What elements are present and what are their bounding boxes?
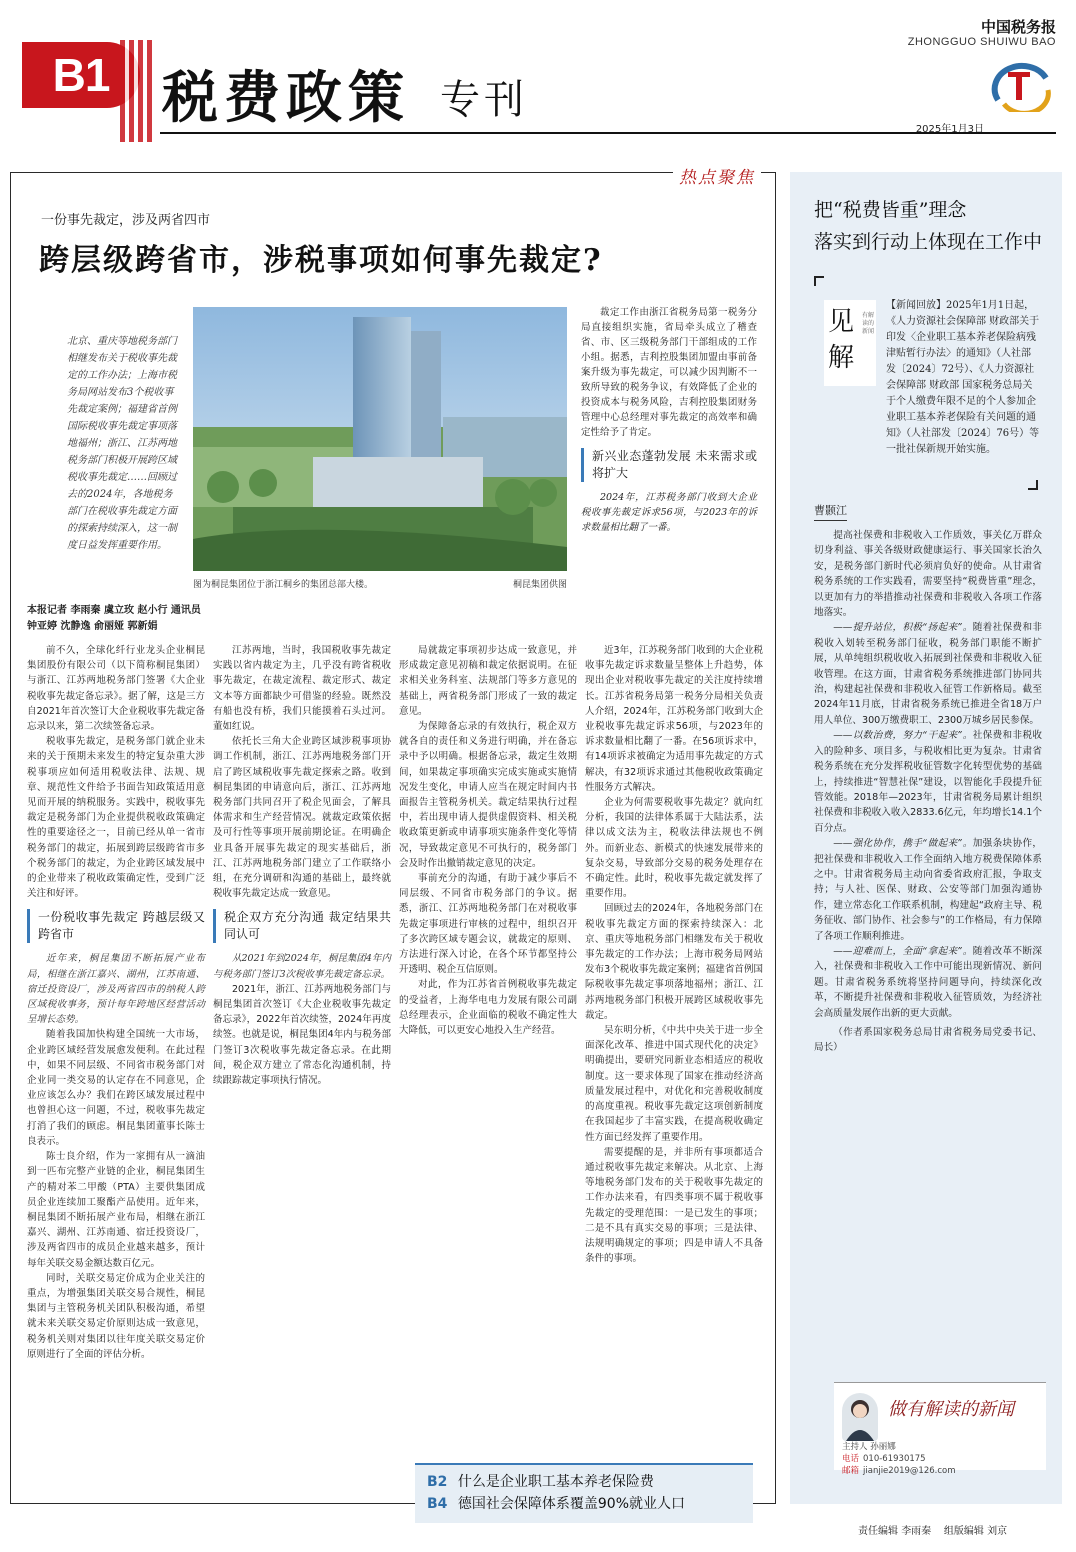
paragraph: 对此，作为江苏省首例税收事先裁定的受益者，上海华电电力发展有限公司副总经理表示，企业面临的税收不确定性大大降低，可以更安心地投入生产经营。 <box>399 979 577 1037</box>
badge-stripe-decoration <box>120 40 152 142</box>
subhead-summary: 从2021年到2024年，桐昆集团4年内与税务部门签订3次税收事先裁定备忘录。 <box>213 953 391 980</box>
photo-caption-row <box>193 577 567 590</box>
host-slogan: 做有解读的新闻 <box>888 1399 1014 1420</box>
layout-editor-label: 组版编辑 <box>943 1526 984 1537</box>
issue-date: 2025年1月3日 <box>915 124 984 135</box>
newspaper-logo-icon <box>990 60 1054 112</box>
paragraph-body: 随着社保费和非税收入划转至税务部门征收，税务部门职能不断扩展，从单纯组织税收收入拓展到社保费和非税收入征收管理。在这方面，甘肃省税务系统推进部门协同共治，构建起社保费和非税收入征管工作新格局。截至2024年11月底，甘肃省税务系统已推进全省18万户用人单位、300万缴费职工、2300万城乡居民参保。 <box>814 622 1042 726</box>
article-headline: 跨层级跨省市，涉税事项如何事先裁定? <box>39 243 603 278</box>
paragraph: 吴东明分析，《中共中央关于进一步全面深化改革、推进中国式现代化的决定》明确提出，要研究同新业态相适应的税收制度。这一要求体现了国家在推动经济高质量发展过程中，对优化和完善税收制度的高度重视。税收事先裁定这项创新制度在我国起步了丰富实践，在提高税收确定性方面已经发挥了重要作用。 <box>585 1025 763 1143</box>
column-tag: 热点聚焦 <box>673 163 761 188</box>
paragraph-body: 社保费和非税收入的险种多、项目多，与税收相比更为复杂。甘肃省税务系统在充分发挥税收征管数字化转型优势的基础上，持续推进“智慧社保”建设，以智能化手段提升征管效能。2018年—2023年，甘肃省税务局累计组织社保费和非税收入收入2833.6亿元，年均增长14.1个百分点。 <box>814 730 1042 834</box>
paragraph-lead: ——以数治费，努力“干起来”。 <box>833 730 973 742</box>
masthead <box>0 0 1076 160</box>
article-lead: 北京、重庆等地税务部门相继发布关于税收事先裁定的工作办法；上海市税务局网站发布3个税收事先裁定案例；福建省首例国际税收事先裁定事项落地福州；浙江、江苏两地税务部门积极开展跨区域税收事先裁定……回顾过去的2024年，各地税务部门在税收事先裁定方面的探索持续深入，这一制度日益发挥重要作用。 <box>67 336 177 551</box>
building-photo-illustration <box>193 307 567 571</box>
editor-name: 李雨秦 <box>901 1526 932 1537</box>
body-column-1 <box>27 643 205 1362</box>
paragraph-lead: ——强化协作，携手“做起来”。 <box>833 838 973 850</box>
paragraph: 税收事先裁定，是税务部门就企业未来的关于预期未来发生的特定复杂重大涉税事项应如何适用税收法律、法规、规章、规范性文件给予书面告知政策适用意见而开展的纳税服务。实践中，税收事先裁定是税务部门为企业提供税收政策确定性的重要途径之一，目前已经从单一省市税务部门的裁定，拓展到跨层级跨省市多个税务部门的裁定，为企业跨区域发展中的企业带来了税收政策确定性，受到广泛关注和好评。 <box>27 736 205 900</box>
paragraph <box>814 728 1042 836</box>
paragraph: 回顾过去的2024年，各地税务部门在税收事先裁定方面的探索持续深入：北京、重庆等地税务部门相继发布关于税收事先裁定的工作办法；上海市税务局网站发布3个税收事先裁定案例；福建省首例国际税收事先裁定事项落地福州；浙江、江苏两地税务部门积极开展跨区域税收事先裁定。 <box>585 903 763 1021</box>
subhead-cross-region: 一份税收事先裁定 跨越层级又跨省市 <box>27 909 205 943</box>
body-column-3 <box>399 643 577 1038</box>
paragraph <box>814 836 1042 944</box>
paragraph: 需要提醒的是，并非所有事项都适合通过税收事先裁定来解决。从北京、上海等地税务部门发布的关于税收事先裁定的工作办法来看，有四类事项不属于税收事先裁定的受理范围：一是已发生的事项；二是不具有真实交易的事项；三是法律、法规明确规定的事项；四是申请人不具备条件的事项。 <box>585 1146 763 1265</box>
teaser-page-code: B4 <box>427 1496 448 1512</box>
paragraph-lead: ——提升站位，积极“扬起来”。 <box>833 622 973 634</box>
host-contact <box>842 1441 956 1477</box>
host-label: 主持人 <box>842 1442 868 1452</box>
teaser-title: 德国社会保障体系覆盖90%就业人口 <box>457 1496 685 1512</box>
paragraph: 2021年，浙江、江苏两地税务部门与桐昆集团首次签订《大企业税收事先裁定备忘录》，2022年首次续签，2024年再度续签。也就是说，桐昆集团4年内与税务部门签订3次税收事先裁定备忘录。在此期间，税企双方建立了常态化沟通机制，持续跟踪裁定事项执行情况。 <box>213 983 391 1087</box>
paragraph: 提高社保费和非税收入工作质效，事关亿万群众切身利益、事关各级财政健康运行、事关国家长治久安，是税务部门新时代必须肩负好的使命。从甘肃省税务系统的工作实践看，需要坚持“税费皆重”理念，以更加有力的举措推动社保费和非税收入各项工作落地落实。 <box>814 530 1042 619</box>
host-email[interactable]: jianjie2019@126.com <box>863 1466 956 1476</box>
paragraph <box>814 620 1042 728</box>
host-phone: 010-61930175 <box>863 1454 926 1464</box>
side-body <box>814 528 1042 1056</box>
opinion-side-column <box>790 172 1062 1504</box>
host-name: 孙丽娜 <box>870 1442 896 1452</box>
paragraph: 局就裁定事项初步达成一致意见，并形成裁定意见初稿和裁定依据说明。在征求相关业务科室、法规部门等多方意见的基础上，两省税务部门形成了一致的裁定意见。 <box>399 645 577 717</box>
corner-bracket-right <box>1028 480 1038 490</box>
paragraph <box>814 944 1042 1021</box>
subhead-summary: 2024年，江苏税务部门收到大企业税收事先裁定诉求56项，与2023年的诉求数量相比翻了一番。 <box>581 492 757 533</box>
side-headline-line2: 落实到行动上体现在工作中 <box>814 231 1043 253</box>
jianjie-logo-text: 见解 <box>828 307 855 373</box>
subhead-communication: 税企双方充分沟通 裁定结果共同认可 <box>213 909 391 943</box>
paragraph: 事前充分的沟通，有助于减少事后不同层级、不同省市税务部门的争议。据悉，浙江、江苏两地税务部门在对税收事先裁定事项进行审核的过程中，组织召开了多次跨区域专题会议，就裁定的原则、方法进行深入讨论，在各个环节都坚持公开透明、税企互信原则。 <box>399 873 577 976</box>
jianjie-logo-tagline: 有解读的新闻 <box>862 312 875 335</box>
host-avatar <box>842 1393 878 1441</box>
side-headline-line1: 把“税费皆重”理念 <box>814 199 967 221</box>
subhead-emerging-business: 新兴业态蓬勃发展 未来需求或将扩大 <box>581 448 757 482</box>
person-icon <box>842 1393 878 1441</box>
page-code-badge: B1 <box>22 42 140 108</box>
phone-label: 电话 <box>842 1454 860 1464</box>
editor-label: 责任编辑 <box>858 1526 898 1537</box>
paragraph: 近3年，江苏税务部门收到的大企业税收事先裁定诉求数量呈整体上升趋势，体现出企业对税收事先裁定的关注度持续增长。江苏省税务局第一税务分局相关负责人介绍，2024年，江苏税务部门收到大企业税收事先裁定诉求56项，与2023年的诉求数量相比翻了一番。在56项诉求中，有14项诉求被确定为适用事先裁定的方式解决，有32项诉求通过其他税收政策确定性服务方式解决。 <box>585 645 763 793</box>
paper-name-cn: 中国税务报 <box>980 18 1056 36</box>
side-headline <box>814 194 1042 258</box>
teaser-title: 什么是企业职工基本养老保险费 <box>457 1474 654 1490</box>
paragraph: 裁定工作由浙江省税务局第一税务分局直接组织实施，省局牵头成立了稽查省、市、区三级税务部门干部组成的工作小组。据悉，吉利控股集团加盟由事前备案升级为事先裁定，可以减少因判断不一致所导致的税务争议，有效降低了企业的投资成本与税务风险，吉利控股集团财务管理中心总经理对事先裁定的高效率和确定性给予了肯定。 <box>581 307 757 438</box>
paragraph: 依托长三角大企业跨区域涉税事项协调工作机制，浙江、江苏两地税务部门开启了跨区域税收事先裁定探索之路。收到桐昆集团的申请意向后，浙江、江苏两地税务部门共同召开了税企见面会，了解具体需求和生产经营情况。就裁定政策依据及可行性等事项开展前期论证。在明确企业具备开展事先裁定的现实基础后，浙江、江苏两地税务部门建立了工作联络小组，在充分调研和沟通的基础上，最终就税收事先裁定达成一致意见。 <box>213 736 391 900</box>
body-column-4 <box>585 643 763 1266</box>
body-column-2 <box>213 643 391 1088</box>
section-title: 税费政策 <box>162 65 410 131</box>
paragraph: 企业为何需要税收事先裁定？就向红分析，我国的法律体系属于大陆法系，法律以成文法为主，税收法律法规也不例外。而新业态、新模式的快速发展带来的复杂交易，导致部分交易的税务处理存在不确定性。此时，税收事先裁定就发挥了重要作用。 <box>585 797 763 900</box>
masthead-rule <box>160 132 1056 134</box>
teaser-item-b4[interactable] <box>427 1493 741 1515</box>
paragraph: 前不久，全球化纤行业龙头企业桐昆集团股份有限公司（以下简称桐昆集团）与浙江、江苏两地税务部门签署《大企业税收事先裁定备忘录》。据了解，这是三方自2021年首次签订大企业税收事先裁定备忘录以来，第二次续签备忘录。 <box>27 645 205 733</box>
teaser-item-b2[interactable] <box>427 1471 741 1493</box>
subhead-summary: 近年来，桐昆集团不断拓展产业布局，相继在浙江嘉兴、湖州，江苏南通、宿迁投资设厂，涉及两省四市的纳税人跨区域税收事务，预计每年跨地区经营活动呈增长态势。 <box>27 953 205 1026</box>
paragraph-lead: ——迎难而上，全面“拿起来”。 <box>833 945 973 957</box>
photo-credit: 桐昆集团供图 <box>512 580 567 590</box>
news-recap: 【新闻回放】2025年1月1日起，《人力资源社会保障部 财政部关于印发〈企业职工基本养老保险病残津贴暂行办法〉的通知》（人社部发〔2024〕72号）、《人力资源社会保障部 财政部 国家税务总局关于个人缴费年限不足的个人参加企业职工基本养老保险有关问题的通知》（人社部发〔2024〕76号）等一批社保新规开始实施。 <box>886 300 1040 455</box>
layout-editor-name: 刘京 <box>987 1526 1008 1537</box>
paper-name-en: ZHONGGUO SHUIWU BAO <box>907 36 1056 48</box>
article-top-right-column <box>581 305 757 535</box>
host-card <box>834 1382 1046 1476</box>
corner-bracket-left <box>814 276 824 286</box>
paragraph: 随着我国加快构建全国统一大市场，企业跨区域经营发展愈发便利。在此过程中，如果不同层级、不同省市税务部门对企业同一类交易的认定存在不同意见，企业应该怎么办？我们在跨区域发展过程中也曾担心这一问题，不过，税收事先裁定打消了我们的顾虑。桐昆集团董事长陈士良表示。 <box>27 1029 205 1147</box>
article-kicker: 一份事先裁定，涉及两省四市 <box>41 213 211 228</box>
paragraph: 同时，关联交易定价成为企业关注的重点，为增强集团关联交易合规性，桐昆集团与主管税务机关团队积极沟通，希望就未来关联交易定价原则达成一致意见，税务机关则对集团以往年度关联交易定价原则进行了全面的评估分析。 <box>27 1272 205 1360</box>
author-note: （作者系国家税务总局甘肃省税务局党委书记、局长） <box>814 1027 1042 1054</box>
paragraph: 陈士良介绍，作为一家拥有从一滴油到一匹布完整产业链的企业，桐昆集团生产的精对苯二甲酸（PTA）主要供集团成员企业连续加工聚酯产品使用。近年来，桐昆集团不断拓展产业布局，相继在浙江嘉兴、湖州、江苏南通、宿迁投资设厂，涉及两省四市的成员企业越来越多，预计每年关联交易金额达数百亿元。 <box>27 1151 205 1269</box>
photo-caption: 图为桐昆集团位于浙江桐乡的集团总部大楼。 <box>193 580 374 590</box>
email-label: 邮箱 <box>842 1466 860 1476</box>
inside-pages-teaser <box>415 1463 753 1523</box>
paragraph: 江苏两地，当时，我国税收事先裁定实践以省内裁定为主，几乎没有跨省税收事先裁定，在裁定流程、裁定形式、裁定文本等方面都缺少可借鉴的经验。既然没有船也没有桥，我们只能摸着石头过河。董如红说。 <box>213 645 391 733</box>
headquarters-photo <box>193 307 567 571</box>
main-article-frame <box>10 168 776 1512</box>
paragraph-body: 随着改革不断深入，社保费和非税收入工作中可能出现新情况、新问题。甘肃省税务系统将坚持问题导向，持续深化改革，不断提升社保费和非税收入征管质效，为经济社会高质量发展作出新的更大贡献。 <box>814 945 1042 1019</box>
article-body-columns <box>27 643 765 1489</box>
editor-credits <box>858 1522 1007 1537</box>
jianjie-column-logo <box>824 300 876 386</box>
paragraph: 为保障备忘录的有效执行，税企双方就各自的责任和义务进行明确，并在备忘录中予以明确。根据备忘录，裁定生效期间，如果裁定事项确实完成实施或实施情况发生变化，申请人应当在规定时间内书面报告主管税务机关。裁定结果执行过程中，若出现申请人提供虚假资料、相关税收政策更新或申请事项实施条件变化等情况，导致裁定意见不可执行的，税务部门会及时作出撤销裁定意见的决定。 <box>399 721 577 869</box>
article-byline: 本报记者 李雨秦 虞立玫 赵小行 通讯员 钟亚婷 沈静逸 俞丽娅 郭新娟 <box>27 605 201 632</box>
section-subtitle: 专刊 <box>440 77 528 123</box>
paragraph-body: 加强条块协作，把社保费和非税收入工作全面纳入地方税费保障体系之中。甘肃省税务局主动向省委省政府汇报，争取支持；与人社、医保、财政、公安等部门加强沟通协作，建立常态化工作联系机制，构建起“政府主导、税务征收、部门协作、社会参与”的工作格局，有力保障了各项工作顺利推进。 <box>814 838 1042 942</box>
teaser-page-code: B2 <box>427 1474 448 1490</box>
side-author: 曹颢江 <box>814 502 847 521</box>
